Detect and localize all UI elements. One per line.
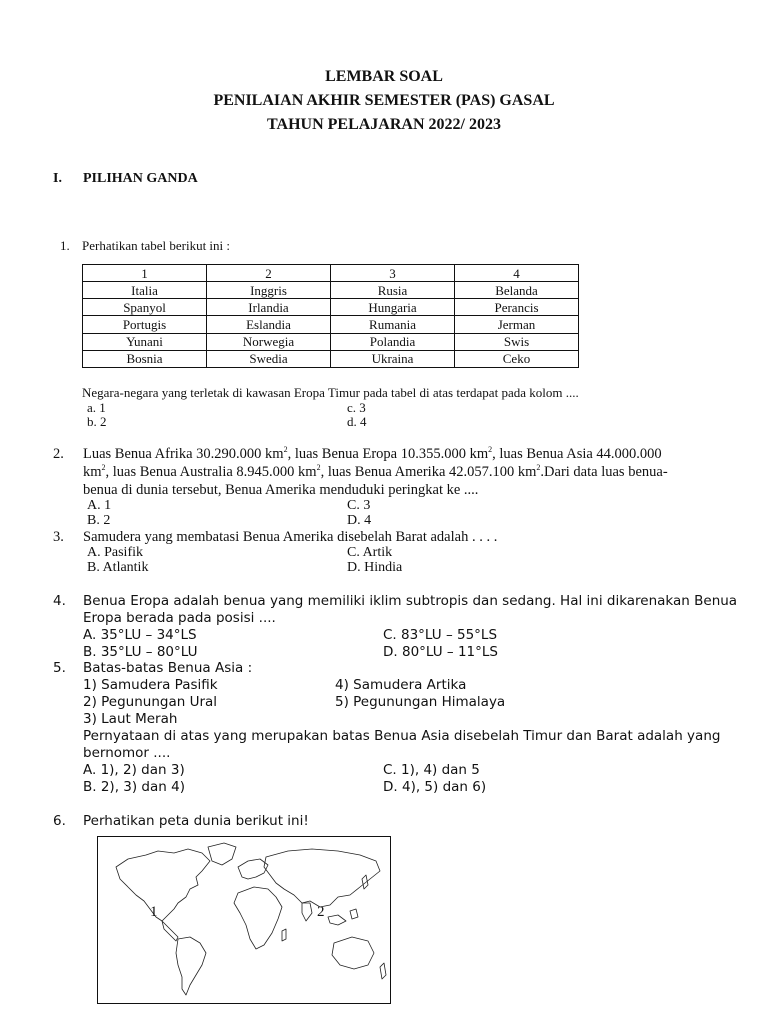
q2-option-d: D. 4 <box>347 513 372 528</box>
table-cell: Swedia <box>207 350 331 367</box>
q6-question: Perhatikan peta dunia berikut ini! <box>83 813 309 829</box>
table-cell: Yunani <box>83 333 207 350</box>
table-row <box>83 333 579 350</box>
q5-option-c: C. 1), 4) dan 5 <box>383 762 480 778</box>
table-cell: Rumania <box>331 316 455 333</box>
q4-option-c: C. 83°LU – 55°LS <box>383 627 498 643</box>
world-map <box>97 836 391 1004</box>
table-row <box>83 316 579 333</box>
q3-number: 3. <box>53 529 64 545</box>
q5-item-1: 1) Samudera Pasifik <box>83 677 218 693</box>
q2-line1: Luas Benua Afrika 30.290.000 $km^2$, luas Benua Eropa 10.355.000 $km^2$, luas Benua Asia 44.000.000 <box>83 445 662 462</box>
table-cell: Perancis <box>455 299 579 316</box>
column-header: 2 <box>207 265 331 282</box>
q5-line1: Pernyataan di atas yang merupakan batas Benua Asia disebelah Timur dan Barat adalah yang <box>83 728 721 744</box>
map-label-1: 1 <box>150 904 158 920</box>
table-cell: Swis <box>455 333 579 350</box>
q5-option-b: B. 2), 3) dan 4) <box>83 779 185 795</box>
section-title: PILIHAN GANDA <box>83 171 198 186</box>
table-cell: Belanda <box>455 282 579 299</box>
q5-option-d: D. 4), 5) dan 6) <box>383 779 487 795</box>
q2-option-b: B. 2 <box>87 513 111 528</box>
table-cell: Eslandia <box>207 316 331 333</box>
table-row <box>83 350 579 367</box>
column-header: 1 <box>83 265 207 282</box>
q1-option-b: b. 2 <box>87 414 107 429</box>
table-cell: Jerman <box>455 316 579 333</box>
q4-number: 4. <box>53 593 66 609</box>
map-label-2: 2 <box>317 904 325 920</box>
table-row <box>83 299 579 316</box>
doc-title: LEMBAR SOAL <box>325 68 443 85</box>
table-cell: Norwegia <box>207 333 331 350</box>
table-cell: Ceko <box>455 350 579 367</box>
q1-question: Negara-negara yang terletak di kawasan Eropa Timur pada tabel di atas terdapat pada kolom .... <box>82 385 579 400</box>
q5-item-4: 4) Samudera Artika <box>335 677 467 693</box>
table-header-row <box>83 265 579 282</box>
doc-year: TAHUN PELAJARAN 2022/ 2023 <box>267 116 501 133</box>
q6-number: 6. <box>53 813 66 829</box>
q1-option-c: c. 3 <box>347 400 366 415</box>
table-cell: Rusia <box>331 282 455 299</box>
q3-option-a: A. Pasifik <box>87 545 143 560</box>
column-header: 4 <box>455 265 579 282</box>
q5-intro: Batas-batas Benua Asia : <box>83 660 253 676</box>
q4-option-b: B. 35°LU – 80°LU <box>83 644 198 660</box>
q5-item-5: 5) Pegunungan Himalaya <box>335 694 506 710</box>
q1-number: 1. <box>60 238 70 253</box>
q5-number: 5. <box>53 660 66 676</box>
q5-option-a: A. 1), 2) dan 3) <box>83 762 185 778</box>
q3-question: Samudera yang membatasi Benua Amerika disebelah Barat adalah . . . . <box>83 529 498 545</box>
q3-option-b: B. Atlantik <box>87 560 149 575</box>
table-cell: Portugis <box>83 316 207 333</box>
table-cell: Inggris <box>207 282 331 299</box>
q3-option-d: D. Hindia <box>347 560 403 575</box>
table-cell: Hungaria <box>331 299 455 316</box>
q2-option-a: A. 1 <box>87 498 112 513</box>
world-map-icon <box>98 837 390 1003</box>
section-number: I. <box>53 171 62 186</box>
country-table <box>82 264 579 368</box>
column-header: 3 <box>331 265 455 282</box>
table-cell: Ukraina <box>331 350 455 367</box>
q1-option-a: a. 1 <box>87 400 106 415</box>
q5-line2: bernomor .... <box>83 745 171 761</box>
q4-option-a: A. 35°LU – 34°LS <box>83 627 197 643</box>
q4-line2: Eropa berada pada posisi .... <box>83 610 276 626</box>
q3-option-c: C. Artik <box>347 545 393 560</box>
q4-option-d: D. 80°LU – 11°LS <box>383 644 498 660</box>
q5-item-3: 3) Laut Merah <box>83 711 178 727</box>
table-row <box>83 282 579 299</box>
q4-line1: Benua Eropa adalah benua yang memiliki iklim subtropis dan sedang. Hal ini dikarenakan Benua <box>83 593 738 609</box>
doc-subtitle: PENILAIAN AKHIR SEMESTER (PAS) GASAL <box>213 92 555 109</box>
q2-number: 2. <box>53 446 64 462</box>
q5-item-2: 2) Pegunungan Ural <box>83 694 218 710</box>
q2-line2: $km^2$, luas Benua Australia 8.945.000 $km^2$, luas Benua Amerika 42.057.100 $km^2.Dari$ data luas benua- <box>83 463 668 480</box>
table-cell: Italia <box>83 282 207 299</box>
q2-option-c: C. 3 <box>347 498 371 513</box>
q1-option-d: d. 4 <box>347 414 367 429</box>
table-cell: Irlandia <box>207 299 331 316</box>
q2-line3: benua di dunia tersebut, Benua Amerika menduduki peringkat ke .... <box>83 482 479 498</box>
table-cell: Polandia <box>331 333 455 350</box>
table-cell: Bosnia <box>83 350 207 367</box>
q1-intro: Perhatikan tabel berikut ini : <box>82 238 231 253</box>
table-cell: Spanyol <box>83 299 207 316</box>
